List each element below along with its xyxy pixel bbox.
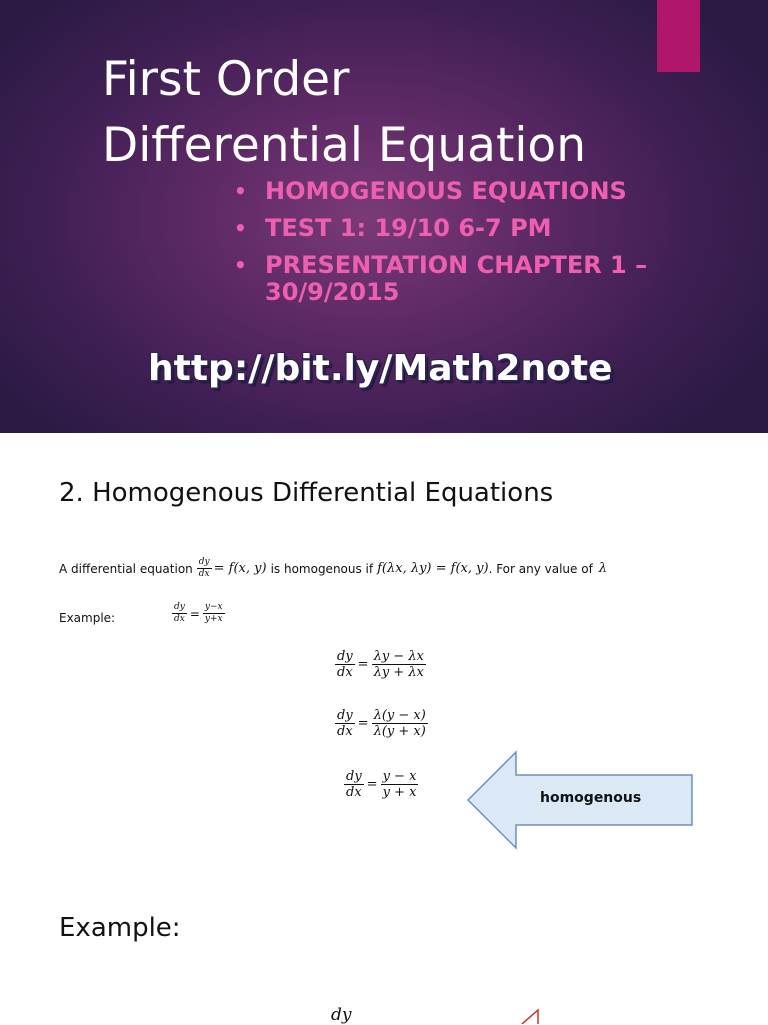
bullet-item [232, 252, 732, 306]
notes-link[interactable]: http://bit.ly/Math2note [148, 348, 613, 389]
definition-prefix: A differential equation [59, 561, 193, 576]
fraction-denominator: dx [198, 569, 210, 579]
definition-condition: f(λx, λy) = f(x, y) [377, 561, 489, 576]
fraction-numerator: y−x [204, 602, 223, 612]
fraction-numerator: dy [337, 708, 353, 723]
equals-sign: = [366, 777, 378, 792]
section-heading: 2. Homogenous Differential Equations [59, 478, 554, 508]
definition-line [59, 558, 607, 579]
fraction-denominator: y+x [204, 614, 223, 624]
derivation-step-2 [335, 709, 428, 738]
fraction-numerator: y − x [382, 769, 417, 784]
derivation-step-1 [335, 650, 426, 679]
example-heading: Example: [59, 913, 181, 943]
example-equation [172, 603, 225, 624]
definition-rhs: = f(x, y) [213, 561, 267, 576]
fraction-denominator: dx [337, 665, 353, 680]
example-lhs [172, 603, 187, 624]
fraction-denominator: dx [346, 785, 362, 800]
fraction-denominator: λy + λx [373, 665, 424, 680]
slide-title-line-1: First Order [102, 52, 350, 107]
bullet-item [232, 178, 732, 205]
bullet-list [232, 178, 732, 316]
fraction-numerator: dy [198, 557, 210, 567]
callout-label: homogenous [540, 790, 642, 806]
fraction-denominator: dx [174, 614, 185, 624]
definition-suffix: . For any value of [488, 561, 593, 576]
definition-derivative [197, 558, 212, 579]
bullet-icon: • [234, 179, 247, 203]
slide-title-line-2: Differential Equation [102, 118, 586, 173]
fraction-numerator: λ(y − x) [373, 708, 426, 723]
fraction-denominator: y + x [382, 785, 417, 800]
bullet-icon: • [234, 253, 247, 277]
cut-off-arrow-icon [520, 1008, 542, 1024]
fraction-denominator: dx [337, 724, 353, 739]
fraction-numerator: dy [337, 649, 353, 664]
step-rhs [381, 770, 419, 799]
derivation-step-3 [344, 770, 418, 799]
bullet-text: PRESENTATION CHAPTER 1 – 30/9/2015 [265, 251, 648, 306]
step-rhs [372, 650, 426, 679]
bullet-text: TEST 1: 19/10 6-7 PM [265, 214, 552, 242]
bullet-item [232, 215, 732, 242]
lambda-symbol: λ [598, 561, 608, 576]
step-lhs [335, 650, 355, 679]
bullet-text: HOMOGENOUS EQUATIONS [265, 177, 627, 205]
step-lhs [344, 770, 364, 799]
equals-sign: = [357, 657, 369, 672]
step-lhs [335, 709, 355, 738]
fraction-denominator: λ(y + x) [373, 724, 426, 739]
cut-off-derivative: dy [331, 1005, 352, 1025]
accent-tab [657, 0, 700, 72]
title-slide [0, 0, 768, 433]
definition-middle: is homogenous if [270, 561, 374, 576]
fraction-numerator: λy − λx [373, 649, 424, 664]
bullet-icon: • [234, 216, 247, 240]
equals-sign: = [189, 606, 200, 621]
example-rhs [203, 603, 225, 624]
fraction-numerator: dy [174, 602, 185, 612]
example-label: Example: [59, 611, 116, 625]
equals-sign: = [357, 716, 369, 731]
step-rhs [372, 709, 428, 738]
fraction-numerator: dy [346, 769, 362, 784]
